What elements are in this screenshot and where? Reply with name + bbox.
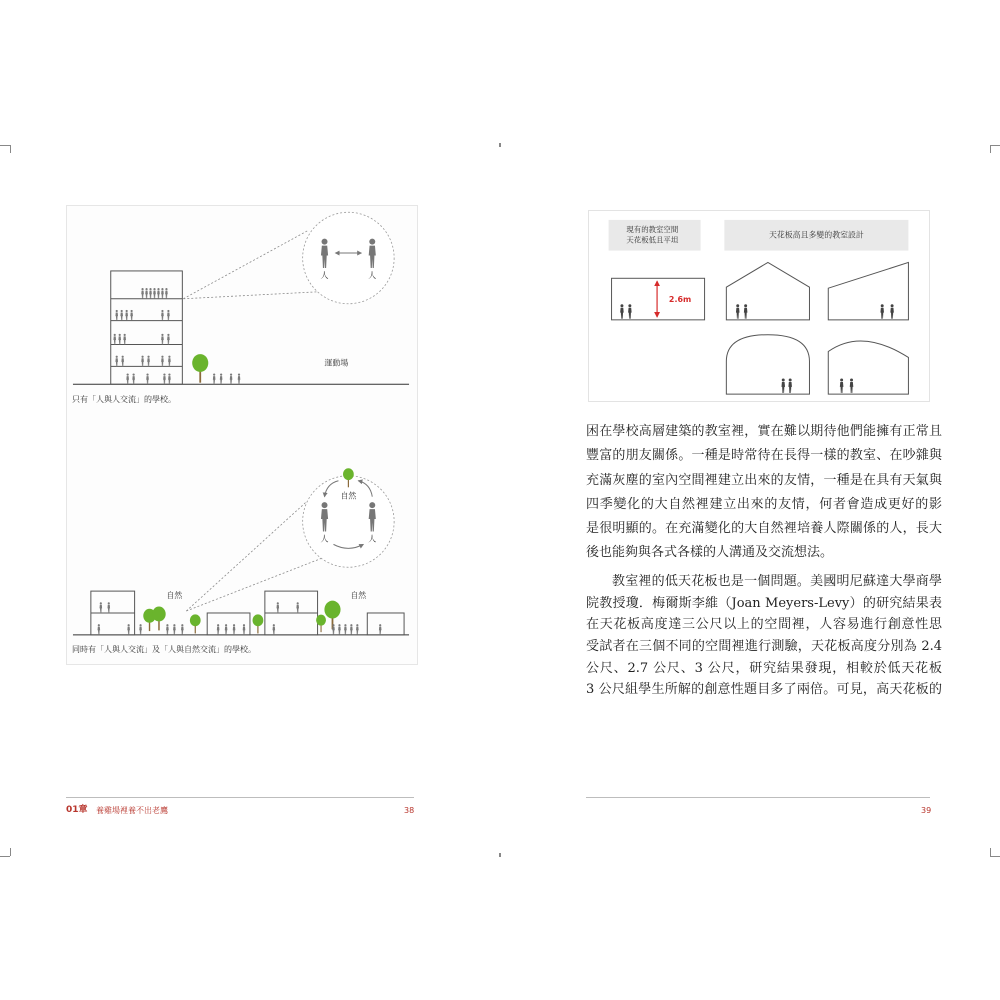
person-figure (167, 310, 170, 321)
school-comparison-figure (66, 205, 418, 665)
person-figure (225, 624, 228, 635)
zoom-circle (303, 476, 394, 567)
crop-mark (990, 856, 1000, 857)
text-line: 豐富的朋友關係。一種是時常待在長得一樣的教室、在吵雜與 (586, 448, 942, 464)
person-figure (788, 378, 792, 393)
crop-mark (10, 145, 11, 153)
tree-icon (152, 607, 165, 631)
students-in-building (113, 288, 240, 384)
room-flat-ceiling (612, 278, 705, 320)
crop-mark (0, 145, 10, 146)
person-figure (168, 374, 171, 385)
crop-mark (990, 145, 1000, 146)
room-curved-roof (828, 341, 908, 394)
person-figure (113, 334, 116, 345)
person-figure (161, 334, 164, 345)
text-line: 四季變化的大自然裡建立出來的友情，何者會造成更好的影 (586, 496, 942, 512)
person-figure (139, 624, 142, 635)
person-label: 人 (368, 270, 377, 280)
crop-mark (990, 848, 991, 856)
person-figure (107, 602, 110, 613)
person-figure (161, 310, 164, 321)
crop-mark (990, 145, 991, 153)
nature-label: 自然 (166, 591, 183, 601)
person-figure (157, 288, 160, 299)
person-figure (161, 288, 164, 299)
person-figure (126, 374, 129, 385)
person-figure (296, 602, 299, 613)
footer-rule (586, 797, 930, 798)
person-label: 人 (320, 270, 329, 280)
text-line: 3 公尺組學生所解的創意性題目多了兩倍。可見，高天花板的 (586, 682, 942, 698)
header-current-line: 天花板低且平坦 (626, 235, 679, 245)
person-figure (273, 624, 276, 635)
crop-mark (499, 143, 501, 147)
nature-school-diagram (73, 468, 409, 635)
crop-mark (0, 856, 10, 857)
person-figure (181, 624, 184, 635)
tall-building (111, 271, 183, 384)
person-figure (230, 374, 233, 385)
person-figure (356, 624, 359, 635)
person-figure (167, 334, 170, 345)
person-figure (120, 310, 123, 321)
person-figure (118, 334, 121, 345)
person-figure (173, 624, 176, 635)
page-number: 39 (921, 806, 932, 815)
person-figure (141, 356, 144, 367)
chapter-number: 01章 (66, 805, 88, 815)
text-line: 是很明顯的。在充滿變化的大自然裡培養人際關係的人，長大 (586, 521, 942, 537)
circle-nature-label: 自然 (340, 491, 357, 501)
person-figure (163, 374, 166, 385)
person-figure (350, 624, 353, 635)
person-label: 人 (320, 534, 329, 544)
room-gable-roof (726, 262, 809, 319)
person-figure (243, 624, 246, 635)
text-line: 院教授瓊．梅爾斯李維（Joan Meyers-Levy）的研究結果表 (586, 595, 942, 611)
room-arched-roof (726, 335, 809, 394)
person-figure (127, 624, 130, 635)
person-label: 人 (368, 534, 377, 544)
person-figure (149, 288, 152, 299)
person-figure (99, 602, 102, 613)
room-slanted-roof (828, 262, 908, 319)
person-figure (168, 356, 171, 367)
header-high-ceiling-designs (724, 220, 908, 251)
figure-caption-bottom: 同時有「人與人交流」及「人與自然交流」的學校。 (72, 645, 256, 654)
person-figure (344, 624, 347, 635)
person-figure (220, 374, 223, 385)
classroom-diagram (589, 211, 929, 401)
person-figure (115, 356, 118, 367)
person-figure (161, 356, 164, 367)
person-figure (332, 624, 335, 635)
person-figure (125, 310, 128, 321)
chapter-title: 養雞場裡養不出老鷹 (96, 806, 168, 815)
text-line: 受試者在三個不同的空間裡進行測驗，天花板高度分別為 2.4 (586, 639, 942, 655)
text-line: 教室裡的低天花板也是一個問題。美國明尼蘇達大學商學 (612, 574, 942, 589)
person-figure (781, 378, 785, 393)
text-line: 在天花板高度達三公尺以上的空間裡，人容易進行創意性思 (586, 617, 942, 633)
classroom-ceiling-figure (588, 210, 930, 402)
header-designs-label: 天花板高且多變的教室設計 (768, 230, 864, 240)
tall-school-diagram (73, 212, 409, 384)
text-line: 充滿灰塵的室內空間裡建立出來的友情，一種是在具有天氣與 (586, 472, 942, 488)
person-figure (628, 304, 632, 319)
person-figure (145, 288, 148, 299)
person-figure (146, 374, 149, 385)
person-figure (165, 288, 168, 299)
person-figure (132, 374, 135, 385)
person-figure (736, 304, 740, 319)
field-label: 運動場 (324, 358, 349, 368)
tree-icon (253, 614, 264, 633)
header-current-classroom (609, 220, 701, 251)
person-figure (379, 624, 382, 635)
body-paragraph-2 (586, 571, 942, 701)
person-figure (141, 288, 144, 299)
person-figure (338, 624, 341, 635)
person-figure (123, 334, 126, 345)
person-figure (840, 378, 844, 393)
body-paragraph-1 (586, 420, 942, 566)
zoom-guide-line (186, 558, 321, 611)
person-figure (98, 624, 101, 635)
person-figure (147, 356, 150, 367)
person-figure (217, 624, 220, 635)
header-current-line: 現有的教室空間 (626, 224, 679, 234)
person-figure (620, 304, 624, 319)
person-figure (166, 624, 169, 635)
text-line: 困在學校高層建築的教室裡，實在難以期待他們能擁有正常且 (586, 424, 942, 439)
trees (143, 601, 340, 634)
footer-rule (66, 797, 414, 798)
person-figure (850, 378, 854, 393)
person-figure (130, 310, 133, 321)
zoom-guide-line (186, 502, 306, 611)
nature-label: 自然 (350, 591, 367, 601)
crop-mark (499, 853, 501, 857)
school-diagram (67, 206, 417, 664)
person-figure (744, 304, 748, 319)
height-label: 2.6m (668, 295, 692, 305)
text-line: 後也能夠與各式各樣的人溝通及交流想法。 (586, 545, 834, 561)
figure-caption-top: 只有「人與人交流」的學校。 (72, 395, 176, 404)
person-figure (890, 304, 894, 319)
person-figure (880, 304, 884, 319)
person-figure (238, 374, 241, 385)
tree-icon (190, 614, 201, 633)
zoom-guide-line (183, 292, 317, 299)
text-line: 公尺、2.7 公尺、3 公尺，研究結果發現，相較於低天花板 (586, 660, 942, 676)
crop-mark (10, 848, 11, 856)
zoom-circle (303, 212, 394, 303)
person-figure (276, 602, 279, 613)
zoom-guide-line (183, 230, 308, 299)
person-figure (121, 356, 124, 367)
page-number: 38 (404, 806, 415, 815)
person-figure (115, 310, 118, 321)
tree-icon (192, 354, 208, 383)
person-figure (213, 374, 216, 385)
person-figure (233, 624, 236, 635)
person-figure (153, 288, 156, 299)
